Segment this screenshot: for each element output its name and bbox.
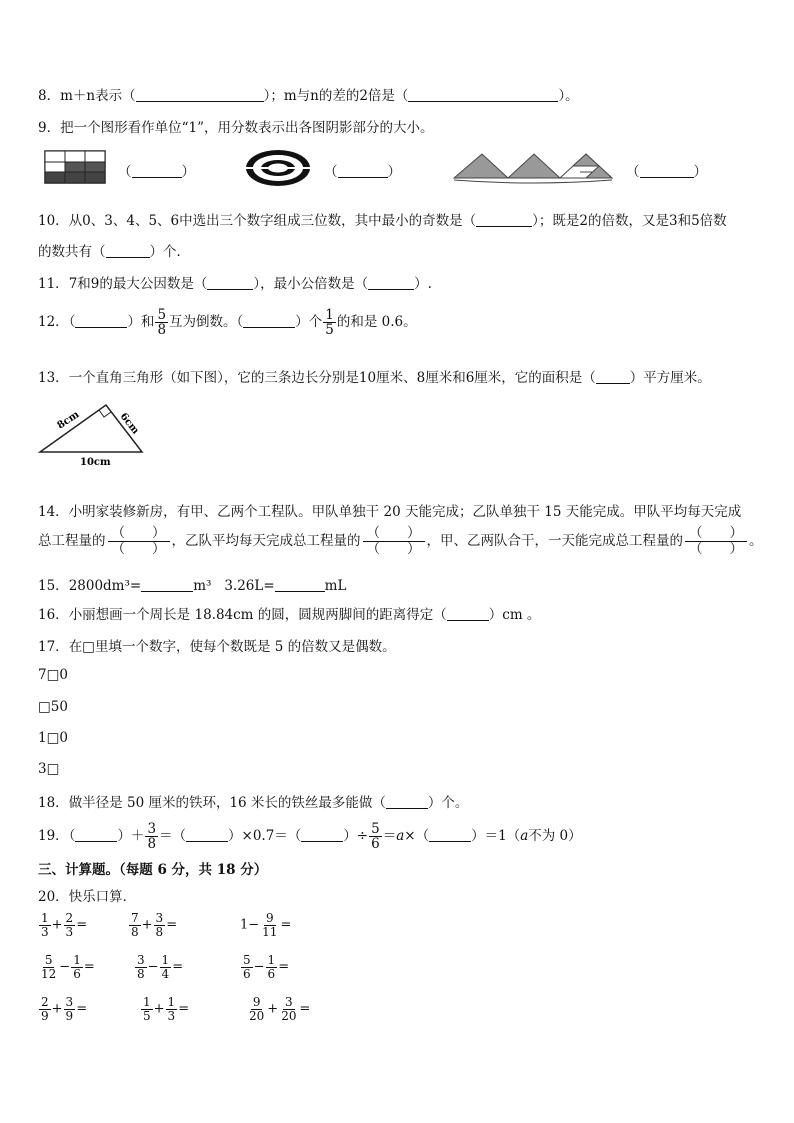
question-15	[38, 574, 346, 594]
answer-blank[interactable]	[386, 794, 428, 809]
question-number: 20．	[38, 889, 69, 905]
numerator: 1	[143, 995, 151, 1009]
numerator: 5	[371, 821, 380, 837]
fraction	[154, 912, 166, 938]
question-text: m³	[193, 578, 212, 594]
question-text: ），最小公倍数是（	[253, 276, 369, 292]
triangles-figure	[450, 150, 614, 184]
fraction	[64, 996, 76, 1022]
denominator: 6	[371, 836, 380, 853]
question-19	[38, 822, 582, 851]
fraction	[145, 822, 158, 851]
answer-blank[interactable]	[596, 369, 630, 384]
question-text: ）平方厘米。	[629, 370, 711, 386]
paren: ）	[693, 164, 707, 180]
answer-fraction[interactable]	[685, 526, 747, 557]
question-text: 小明家装修新房，有甲、乙两个工程队。甲队单独干 20 天能完成；乙队单独干 15 天能完成。甲队平均每天完成	[68, 504, 742, 520]
equals: =	[76, 1001, 88, 1017]
question-text: ＝（	[159, 828, 187, 845]
question-text: 不为 0）	[528, 828, 582, 845]
question-10	[38, 209, 727, 229]
fill-item-text: 1□0	[38, 730, 68, 746]
paren: （	[118, 164, 132, 180]
question-text: 快乐口算．	[68, 889, 137, 905]
denominator: 11	[262, 924, 278, 939]
calc-item[interactable]	[38, 912, 87, 938]
numerator: 7	[131, 911, 139, 925]
fraction	[39, 954, 58, 980]
answer-blank[interactable]	[368, 275, 414, 290]
fraction	[64, 912, 76, 938]
question-text: 小丽想画一个周长是 18.84cm 的圆，圆规两脚间的距离得定（	[68, 607, 447, 623]
question-text: ）×0.7＝（	[228, 828, 302, 845]
question-text: ）和	[127, 314, 155, 331]
label-6cm: 6cm	[117, 411, 141, 437]
numerator: 5	[243, 953, 251, 967]
fraction	[160, 954, 172, 980]
fill-item[interactable]	[38, 730, 68, 746]
calc-item[interactable]	[38, 954, 95, 980]
fraction	[141, 996, 153, 1022]
label-10cm: 10cm	[80, 457, 111, 468]
equals: =	[166, 917, 178, 933]
numerator: 1	[73, 953, 81, 967]
question-text: ＝	[382, 828, 397, 845]
numerator: 1	[161, 953, 170, 967]
fill-item-text: □50	[38, 699, 68, 715]
numerator: 1	[167, 995, 176, 1009]
variable-a: a	[520, 828, 529, 845]
numerator: 2	[41, 995, 49, 1009]
answer-blank[interactable]	[132, 163, 182, 178]
denominator: 8	[155, 924, 164, 939]
answer-slot-3[interactable]	[626, 160, 707, 180]
answer-fraction[interactable]	[363, 526, 425, 557]
question-12	[38, 308, 417, 337]
numerator: 1	[325, 307, 334, 323]
answer-blank[interactable]	[243, 313, 295, 328]
denominator: 9	[41, 1008, 49, 1023]
answer-blank[interactable]	[141, 577, 193, 592]
answer-blank[interactable]	[207, 275, 253, 290]
question-number: 16．	[38, 607, 69, 623]
answer-blank[interactable]	[106, 243, 150, 258]
paren: （	[626, 164, 640, 180]
fraction	[279, 996, 298, 1022]
answer-blank[interactable]	[408, 87, 558, 102]
numerator: 1	[267, 953, 276, 967]
fraction	[135, 954, 147, 980]
section-heading: 三、计算题。（每题 6 分，共 18 分）	[38, 862, 268, 878]
operator: +	[141, 917, 153, 933]
operator: −	[59, 959, 71, 975]
answer-blank[interactable]	[301, 827, 343, 842]
fraction	[39, 996, 51, 1022]
fill-item[interactable]	[38, 761, 59, 777]
question-8	[38, 84, 579, 104]
question-number: 8．	[38, 88, 61, 104]
right-triangle-figure	[36, 400, 148, 468]
question-text: 在□里填一个数字，使每个数既是 5 的倍数又是偶数。	[68, 639, 396, 655]
whole-number: 1−	[240, 917, 260, 933]
answer-blank[interactable]	[447, 606, 489, 621]
question-13	[38, 366, 711, 386]
question-text: ）；m与n的差的2倍是（	[263, 88, 409, 104]
answer-slot-1[interactable]	[118, 160, 195, 180]
numerator: 9	[252, 995, 261, 1009]
fraction	[166, 996, 178, 1022]
question-11	[38, 272, 432, 292]
denominator: 8	[147, 836, 157, 853]
question-number: 10．	[38, 213, 69, 229]
paren: （	[324, 164, 338, 180]
answer-blank[interactable]	[75, 313, 127, 328]
denominator: 8	[131, 924, 139, 939]
question-number: 12．	[38, 314, 69, 331]
equals: =	[280, 917, 292, 933]
denominator: 3	[41, 924, 49, 939]
equals: =	[299, 1001, 311, 1017]
calc-item[interactable]	[240, 954, 289, 980]
fraction	[241, 954, 253, 980]
fraction	[39, 912, 51, 938]
equals: =	[178, 1001, 190, 1017]
numerator: 9	[265, 911, 274, 925]
question-17	[38, 635, 396, 655]
denominator: 5	[325, 322, 334, 339]
numerator: 3	[147, 821, 157, 837]
answer-blank[interactable]	[429, 827, 471, 842]
variable-a: a	[396, 828, 405, 845]
fill-item[interactable]	[38, 667, 68, 683]
question-text: ）个．	[149, 244, 190, 260]
calc-item[interactable]	[134, 954, 183, 980]
fraction	[155, 308, 168, 337]
ring-figure	[244, 148, 312, 188]
question-text: mL	[324, 578, 347, 594]
question-number: 17．	[38, 639, 69, 655]
denominator-blank: （ ）	[366, 540, 421, 557]
answer-blank[interactable]	[640, 163, 694, 178]
question-text: ，乙队平均每天完成总工程量的	[171, 532, 361, 549]
fraction	[71, 954, 83, 980]
fraction	[247, 996, 266, 1022]
equals: =	[172, 959, 184, 975]
question-text: ）个。	[427, 795, 469, 811]
answer-blank[interactable]	[186, 827, 228, 842]
operator: +	[153, 1001, 165, 1017]
paren: ）	[181, 164, 195, 180]
question-text: ）cm 。	[488, 607, 541, 623]
fraction	[260, 912, 279, 938]
answer-blank[interactable]	[338, 163, 388, 178]
denominator: 12	[41, 966, 57, 981]
denominator: 8	[157, 322, 167, 339]
equals: =	[83, 959, 95, 975]
question-text: ，甲、乙两队合干，一天能完成总工程量的	[426, 532, 683, 549]
fraction	[323, 308, 336, 337]
denominator: 8	[137, 966, 145, 981]
numerator: 3	[285, 995, 293, 1009]
denominator: 6	[267, 966, 276, 981]
question-text: 7和9的最大公因数是（	[68, 276, 208, 292]
question-20	[38, 885, 136, 905]
answer-slot-2[interactable]	[324, 160, 401, 180]
denominator: 20	[281, 1008, 297, 1023]
operator: −	[147, 959, 159, 975]
question-9	[38, 116, 434, 136]
calc-item[interactable]	[128, 912, 177, 938]
denominator: 6	[243, 966, 251, 981]
denominator: 20	[249, 1008, 265, 1023]
fraction	[129, 912, 141, 938]
question-14-cont	[38, 526, 763, 557]
operator: +	[51, 1001, 63, 1017]
question-text: 互为倒数。（	[169, 314, 244, 331]
question-number: 19．	[38, 828, 69, 845]
denominator: 3	[65, 924, 74, 939]
question-text: 。	[749, 532, 763, 549]
question-number: 18．	[38, 795, 69, 811]
question-text: 2800dm³=	[68, 578, 142, 594]
operator: −	[253, 959, 265, 975]
denominator-blank: （ ）	[111, 540, 166, 557]
question-number: 11．	[38, 276, 69, 292]
question-text: 的和是 0.6。	[336, 314, 417, 331]
question-10-cont	[38, 240, 190, 260]
answer-blank[interactable]	[275, 577, 325, 592]
answer-blank[interactable]	[476, 212, 532, 227]
question-text: （	[68, 828, 76, 845]
fill-item[interactable]	[38, 699, 68, 715]
fill-item-text: 3□	[38, 761, 60, 777]
question-text: 把一个图形看作单位“1”，用分数表示出各图阴影部分的大小。	[60, 120, 434, 136]
numerator: 2	[65, 911, 74, 925]
question-text: ）。	[558, 88, 579, 104]
numerator: 5	[44, 953, 53, 967]
question-text: （	[68, 314, 76, 331]
question-text: 的数共有（	[38, 244, 106, 260]
calc-item[interactable]	[240, 912, 291, 938]
numerator-blank: （ ）	[363, 526, 425, 542]
numerator-blank: （ ）	[108, 526, 170, 542]
calc-item[interactable]	[140, 996, 189, 1022]
question-18	[38, 791, 468, 811]
fill-item-text: 7□0	[38, 667, 68, 683]
question-text: 一个直角三角形（如下图），它的三条边长分别是10厘米、8厘米和6厘米，它的面积是（	[68, 370, 596, 386]
numerator: 5	[157, 307, 167, 323]
question-number: 13．	[38, 370, 69, 386]
label-8cm: 8cm	[55, 409, 82, 432]
answer-blank[interactable]	[75, 827, 117, 842]
question-text: ×（	[404, 828, 430, 845]
calc-item[interactable]	[38, 996, 87, 1022]
denominator: 6	[73, 966, 81, 981]
question-text: 3.26L=	[224, 578, 275, 594]
question-text: 做半径是 50 厘米的铁环，16 米长的铁丝最多能做（	[68, 795, 386, 811]
fraction	[266, 954, 278, 980]
numerator: 3	[65, 995, 74, 1009]
numerator: 1	[41, 911, 49, 925]
question-text: 总工程量的	[38, 532, 106, 549]
calc-item[interactable]	[246, 996, 310, 1022]
question-text: ）；既是2的倍数，又是3和5倍数	[532, 213, 727, 229]
question-text: ）＝1（	[471, 828, 521, 845]
equals: =	[278, 959, 290, 975]
question-number: 14．	[38, 504, 69, 520]
denominator-blank: （ ）	[689, 540, 743, 557]
numerator: 3	[137, 953, 145, 967]
fraction	[369, 822, 382, 851]
question-14	[38, 500, 741, 520]
operator: +	[51, 917, 63, 933]
question-text: ）.	[414, 276, 432, 292]
question-text: m＋n表示（	[60, 88, 136, 104]
paren: ）	[387, 164, 401, 180]
denominator: 3	[167, 1008, 176, 1023]
grid-figure	[44, 150, 106, 184]
denominator: 4	[161, 966, 170, 981]
operator: +	[267, 1001, 279, 1017]
question-text: ）个	[295, 314, 323, 331]
question-text: ）＋	[117, 828, 145, 845]
numerator-blank: （ ）	[685, 526, 747, 542]
question-16	[38, 603, 540, 623]
denominator: 9	[65, 1008, 74, 1023]
numerator: 3	[155, 911, 164, 925]
question-text: ）÷	[343, 828, 369, 845]
question-number: 9．	[38, 120, 61, 136]
answer-blank[interactable]	[136, 87, 264, 102]
question-text: 从0、3、4、5、6中选出三个数字组成三位数，其中最小的奇数是（	[68, 213, 477, 229]
question-number: 15．	[38, 578, 69, 594]
denominator: 5	[143, 1008, 151, 1023]
answer-fraction[interactable]	[108, 526, 170, 557]
equals: =	[76, 917, 88, 933]
